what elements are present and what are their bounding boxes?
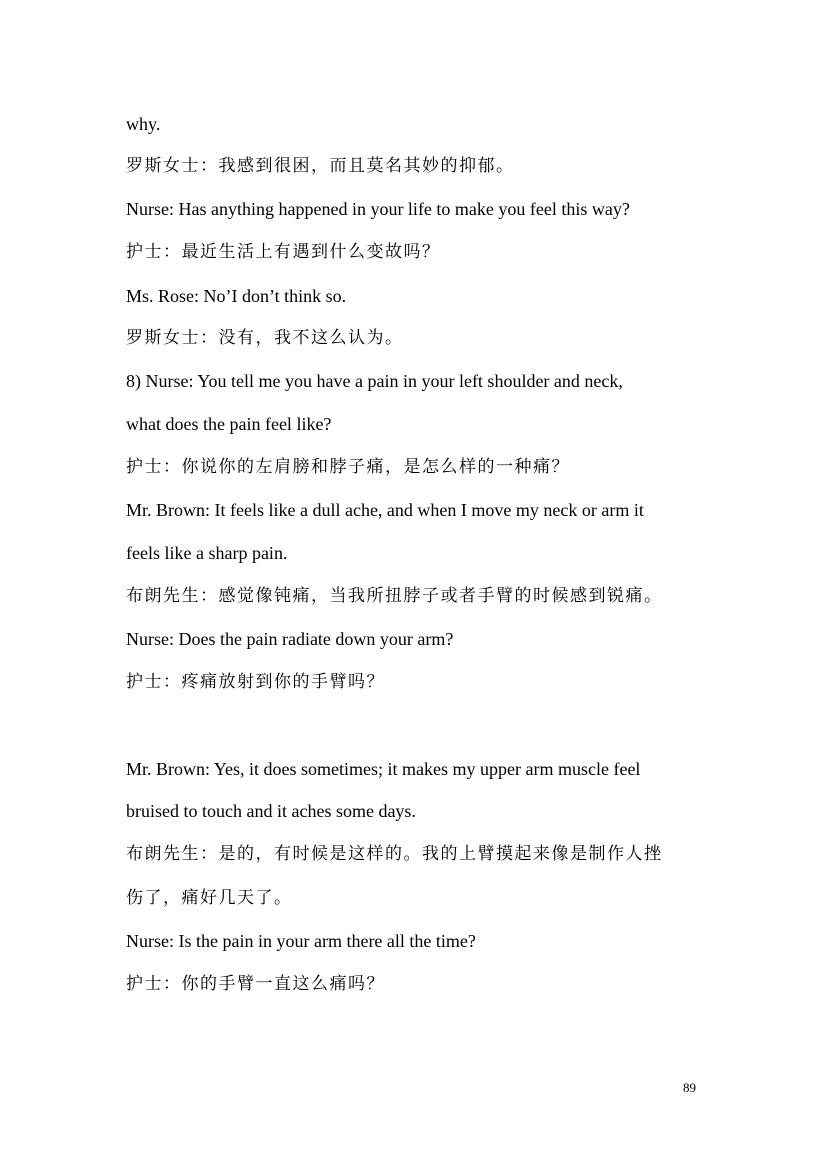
text-line: 伤了，痛好几天了。	[126, 888, 293, 908]
text-line: Mr. Brown: Yes, it does sometimes; it makes my upper arm muscle feel	[126, 759, 641, 779]
text-line: what does the pain feel like?	[126, 414, 332, 434]
text-line: Mr. Brown: It feels like a dull ache, and when I move my neck or arm it	[126, 500, 644, 520]
text-line: 布朗先生：感觉像钝痛，当我所扭脖子或者手臂的时候感到锐痛。	[126, 586, 663, 606]
page-number: 89	[683, 1080, 696, 1095]
text-line: 护士：你说你的左肩膀和脖子痛，是怎么样的一种痛？	[126, 457, 570, 477]
text-line: Nurse: Is the pain in your arm there all the time?	[126, 931, 476, 951]
text-line: 8) Nurse: You tell me you have a pain in your left shoulder and neck,	[126, 371, 623, 391]
text-line: Nurse: Has anything happened in your life to make you feel this way?	[126, 199, 630, 219]
text-line: 罗斯女士：我感到很困，而且莫名其妙的抑郁。	[126, 156, 515, 176]
text-line: why.	[126, 114, 161, 134]
text-line: 布朗先生：是的，有时候是这样的。我的上臂摸起来像是制作人挫	[126, 844, 663, 864]
text-line: 护士：你的手臂一直这么痛吗？	[126, 974, 385, 994]
text-line: Nurse: Does the pain radiate down your arm?	[126, 629, 454, 649]
text-line: feels like a sharp pain.	[126, 543, 288, 563]
text-line: 护士：疼痛放射到你的手臂吗？	[126, 672, 385, 692]
text-line: Ms. Rose: No’I don’t think so.	[126, 286, 347, 306]
text-line: 罗斯女士：没有，我不这么认为。	[126, 328, 404, 348]
text-line: 护士：最近生活上有遇到什么变故吗？	[126, 242, 441, 262]
text-line: bruised to touch and it aches some days.	[126, 801, 416, 821]
